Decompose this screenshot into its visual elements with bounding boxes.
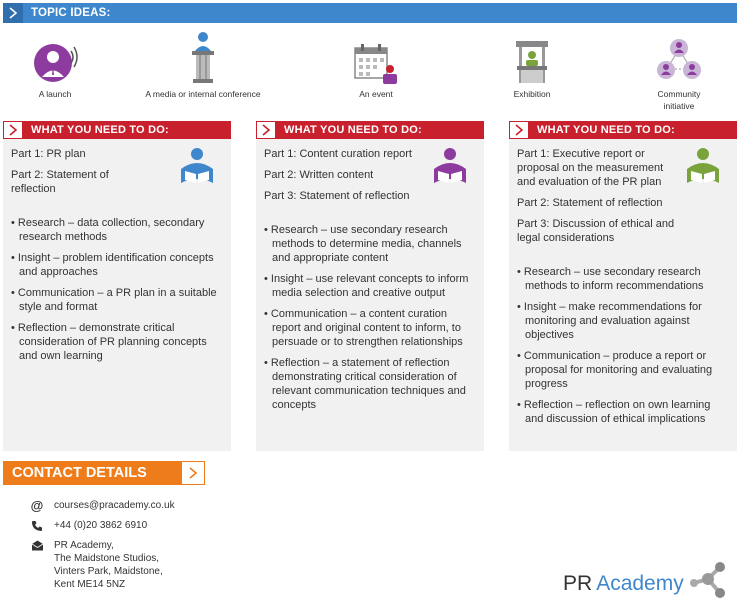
address-line: Vinters Park, Maidstone,: [54, 566, 163, 577]
envelope-icon: [30, 539, 44, 552]
bullet-item: • Insight – make recommendations for monitoring and evaluation against objectives: [517, 300, 729, 342]
part-item: Part 1: PR plan: [11, 148, 86, 160]
bullet-item: • Communication – a PR plan in a suitable style and format: [11, 286, 223, 314]
column-title: WHAT YOU NEED TO DO:: [31, 124, 169, 136]
bullet-item: • Communication – a content curation report and original content to inform, to persuade or to strengthen relationships: [264, 307, 476, 349]
contact-phone[interactable]: +44 (0)20 3862 6910: [54, 520, 148, 531]
contact-phone-row: [30, 519, 147, 532]
topic-label: Exhibition: [513, 89, 551, 99]
topic-ideas-title: TOPIC IDEAS:: [31, 7, 111, 19]
reader-icon: [430, 147, 470, 192]
contact-address-row: [30, 539, 163, 591]
bullet-item: • Research – use secondary research methods to inform recommendations: [517, 265, 729, 293]
column-body: [3, 139, 231, 451]
topic-conference: [133, 23, 273, 100]
bullet-list: [264, 223, 476, 412]
topic-label: An event: [359, 89, 393, 99]
bullet-item: • Research – use secondary research methods to determine media, channels and appropriate content: [264, 223, 476, 265]
address-line: PR Academy,: [54, 540, 114, 551]
requirements-column-2: [256, 121, 484, 451]
topic-label: A media or internal conference: [145, 89, 261, 99]
chevron-right-icon: [509, 121, 529, 139]
chevron-right-icon: [256, 121, 276, 139]
part-item: Part 3: Statement of reflection: [264, 190, 410, 202]
chevron-right-icon: [181, 461, 205, 485]
bullet-item: • Research – data collection, secondary research methods: [11, 216, 223, 244]
part-item: Part 2: Statement of reflection: [517, 197, 663, 209]
part-item: Part 2: Written content: [264, 169, 374, 181]
bullet-item: • Communication – produce a report or proposal for monitoring and evaluating progress: [517, 349, 729, 391]
part-item: Part 1: Executive report or proposal on the measurement and evaluation of the PR plan: [517, 148, 664, 188]
address-line: The Maidstone Studios,: [54, 553, 160, 564]
bullet-item: • Reflection – reflection on own learning and discussion of ethical implications: [517, 398, 729, 426]
speaker-icon: [0, 23, 125, 85]
requirements-column-3: [509, 121, 737, 451]
part-item: Part 3: Discussion of ethical and legal considerations: [517, 218, 675, 244]
topic-exhibition: [462, 23, 602, 100]
contact-title: CONTACT DETAILS: [3, 461, 181, 485]
bullet-item: • Insight – problem identification concepts and approaches: [11, 251, 223, 279]
topic-event: [306, 23, 446, 100]
part-item: Part 2: Statement of reflection: [11, 169, 109, 195]
requirements-column-1: [3, 121, 231, 451]
bullet-list: [517, 265, 729, 426]
pr-academy-logo: [563, 561, 732, 599]
chevron-right-icon: [3, 3, 23, 23]
contact-email[interactable]: courses@pracademy.co.uk: [54, 500, 175, 511]
bullet-item: • Insight – use relevant concepts to inform media selection and creative output: [264, 272, 476, 300]
column-header: [509, 121, 737, 139]
contact-details-header: [3, 461, 205, 485]
phone-icon: [30, 519, 44, 532]
topic-community: [609, 23, 740, 112]
contact-address: [54, 539, 163, 591]
logo-pr-text: PR: [563, 571, 593, 595]
logo-academy-text: Academy: [596, 571, 684, 595]
topic-label: Community initiative: [657, 89, 701, 111]
column-title: WHAT YOU NEED TO DO:: [284, 124, 422, 136]
reader-icon: [177, 147, 217, 192]
community-network-icon: [609, 23, 740, 85]
at-sign-icon: @: [30, 498, 44, 513]
chevron-right-icon: [3, 121, 23, 139]
topic-ideas-header: [3, 3, 737, 23]
molecule-logo-icon: [686, 561, 732, 599]
part-item: Part 1: Content curation report: [264, 148, 412, 160]
bullet-item: • Reflection – a statement of reflection demonstrating critical consideration of relevant communication techniques and concepts: [264, 356, 476, 412]
column-header: [256, 121, 484, 139]
contact-email-row: [30, 499, 175, 512]
bullet-item: • Reflection – demonstrate critical consideration of PR planning concepts and own learning: [11, 321, 223, 363]
podium-icon: [133, 23, 273, 85]
column-title: WHAT YOU NEED TO DO:: [537, 124, 675, 136]
column-body: [509, 139, 737, 451]
topic-launch: [0, 23, 125, 100]
bullet-list: [11, 216, 223, 363]
exhibition-stand-icon: [462, 23, 602, 85]
column-body: [256, 139, 484, 451]
topic-ideas-panel: [3, 23, 737, 115]
calendar-icon: [306, 23, 446, 85]
reader-icon: [683, 147, 723, 192]
address-line: Kent ME14 5NZ: [54, 579, 126, 590]
column-header: [3, 121, 231, 139]
topic-label: A launch: [38, 89, 72, 99]
